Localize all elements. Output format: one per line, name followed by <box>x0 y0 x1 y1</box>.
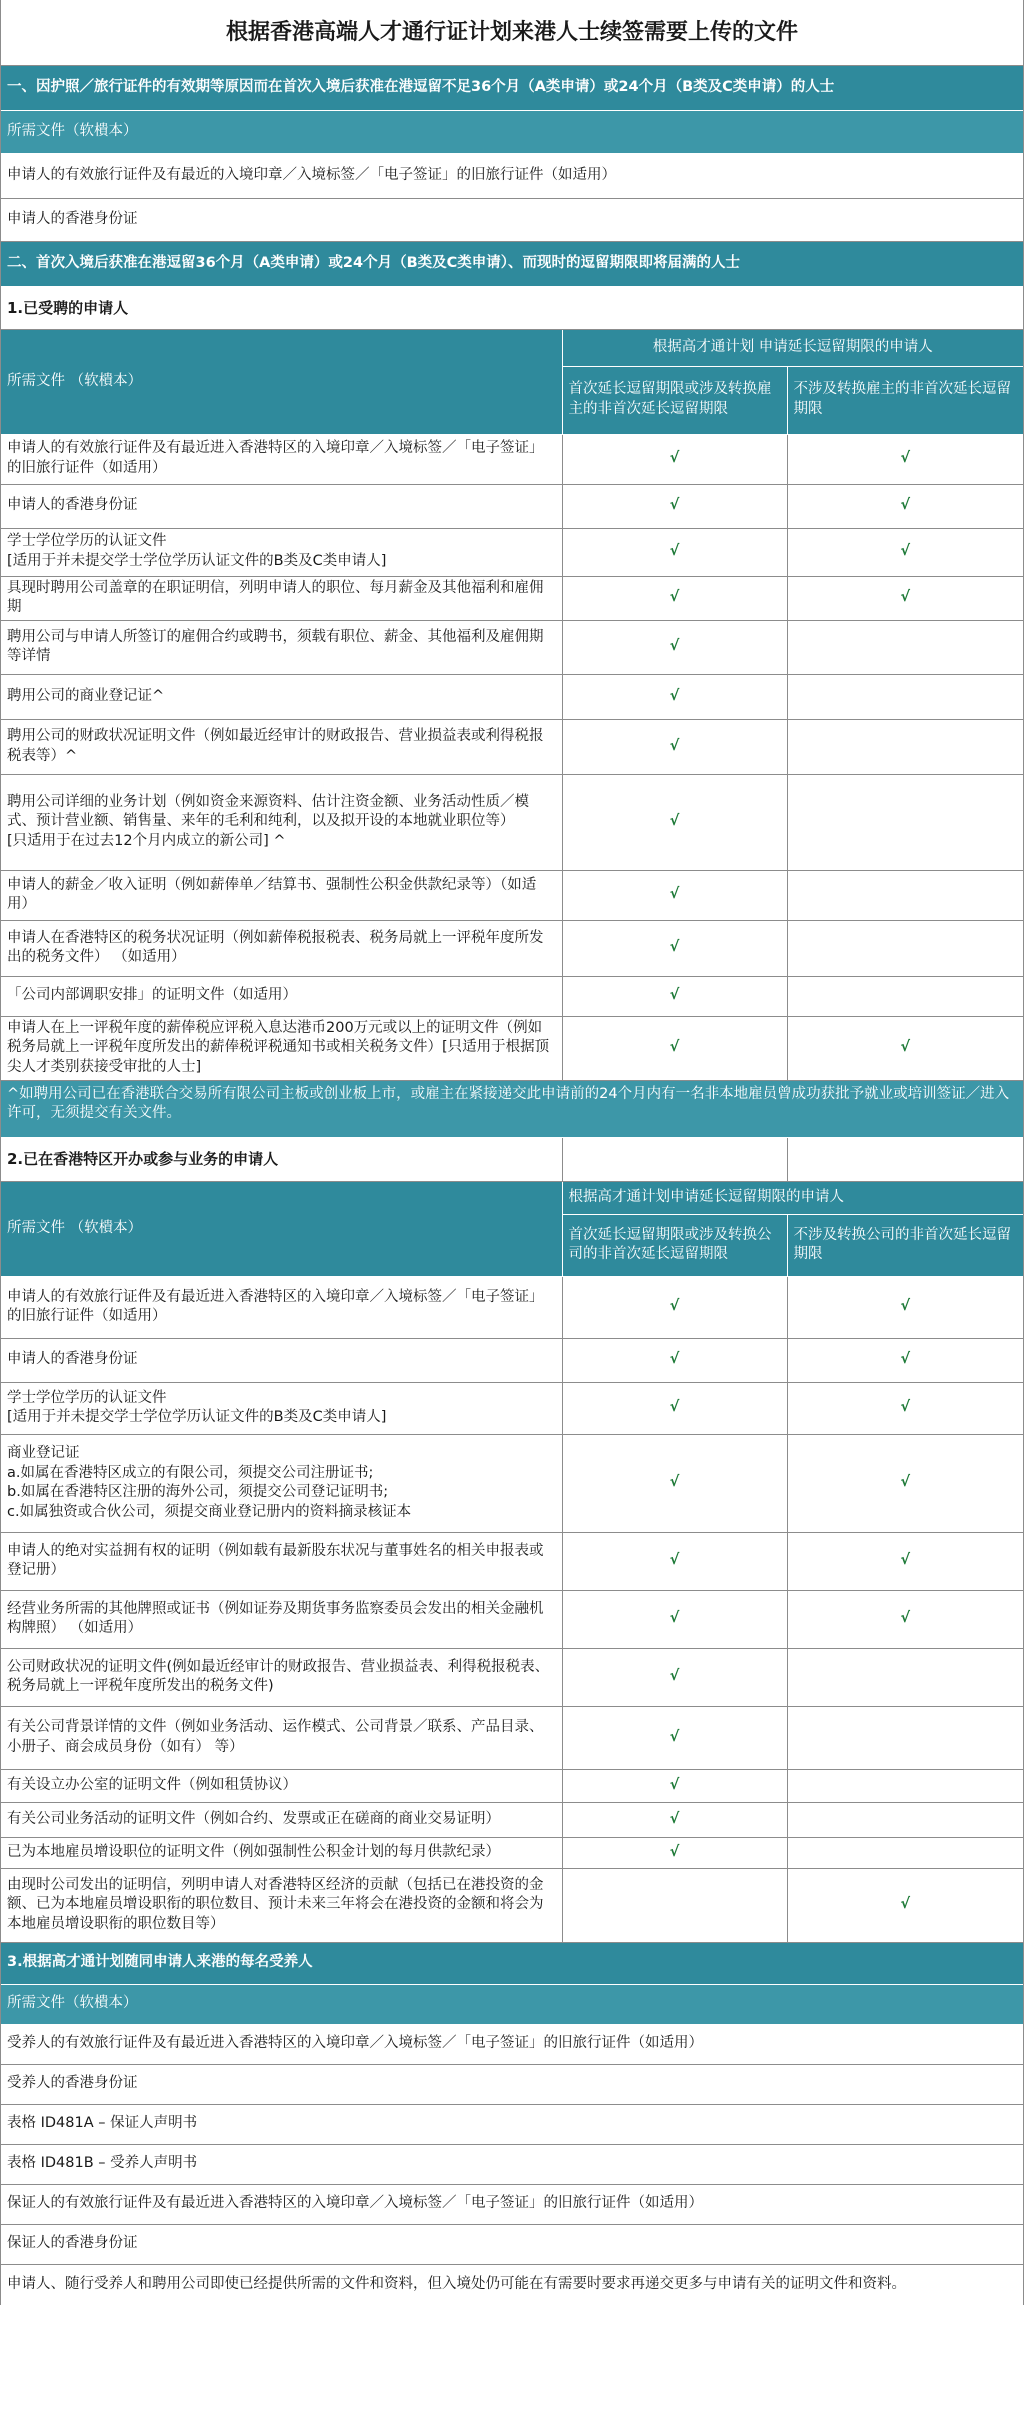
list-item: 表格 ID481A – 保证人声明书 <box>1 2105 1023 2145</box>
doc-cell: 有关设立办公室的证明文件（例如租赁协议） <box>1 1769 562 1802</box>
check-icon: √ <box>669 1474 680 1491</box>
check-cell-a <box>562 774 787 870</box>
check-icon: √ <box>900 1039 911 1056</box>
doc-cell: 申请人的绝对实益拥有权的证明（例如载有最新股东状况与董事姓名的相关申报表或登记册） <box>1 1532 562 1590</box>
table-row <box>1 1338 1023 1382</box>
check-cell-a <box>562 1706 787 1769</box>
table-row <box>1 1802 1023 1837</box>
check-icon: √ <box>900 1351 911 1368</box>
check-icon: √ <box>900 589 911 606</box>
page-title: 根据香港高端人才通行证计划来港人士续签需要上传的文件 <box>1 0 1023 66</box>
doc-cell: 申请人的有效旅行证件及有最近进入香港特区的入境印章／入境标签／「电子签证」的旧旅行证件（如适用） <box>1 434 562 484</box>
section2-heading: 二、首次入境后获准在港逗留36个月（A类申请）或24个月（B类及C类申请）、而现时的逗留期限即将届满的人士 <box>1 242 1023 287</box>
doc-cell: 已为本地雇员增设职位的证明文件（例如强制性公积金计划的每月供款纪录） <box>1 1837 562 1868</box>
part2-docs-header: 所需文件 （软樻本） <box>1 1182 562 1276</box>
list-item: 保证人的有效旅行证件及有最近进入香港特区的入境印章／入境标签／「电子签证」的旧旅行证件（如适用） <box>1 2185 1023 2225</box>
doc-cell: 申请人的薪金／收入证明（例如薪俸单／结算书、强制性公积金供款纪录等）（如适用） <box>1 870 562 920</box>
section1-docs-header: 所需文件（软樻本） <box>1 111 1023 154</box>
table-row <box>1 484 1023 528</box>
check-cell-b <box>787 620 1023 674</box>
check-cell-b <box>787 1382 1023 1434</box>
check-cell-b <box>787 1802 1023 1837</box>
check-cell-b <box>787 1769 1023 1802</box>
check-icon: √ <box>669 1776 680 1793</box>
doc-cell: 具现时聘用公司盖章的在职证明信，列明申请人的职位、每月薪金及其他福利和雇佣期 <box>1 576 562 620</box>
list-item: 保证人的香港身份证 <box>1 2225 1023 2265</box>
check-icon: √ <box>669 450 680 467</box>
check-cell-b <box>787 1868 1023 1942</box>
part2-table <box>1 1182 1023 1943</box>
check-icon: √ <box>669 1843 680 1860</box>
check-icon: √ <box>669 543 680 560</box>
check-icon: √ <box>669 737 680 754</box>
check-icon: √ <box>669 589 680 606</box>
part1-group-header: 根据高才通计划 申请延长逗留期限的申请人 <box>562 330 1023 366</box>
check-icon: √ <box>669 1399 680 1416</box>
check-icon: √ <box>900 1610 911 1627</box>
check-icon: √ <box>669 1351 680 1368</box>
doc-cell: 申请人的香港身份证 <box>1 1338 562 1382</box>
table-row <box>1 719 1023 774</box>
table-row <box>1 1434 1023 1532</box>
check-icon: √ <box>900 450 911 467</box>
part1-col-b-header: 不涉及转换雇主的非首次延长逗留期限 <box>787 366 1023 434</box>
list-item: 表格 ID481B – 受养人声明书 <box>1 2145 1023 2185</box>
check-cell-a <box>562 528 787 576</box>
section1-row: 申请人的有效旅行证件及有最近的入境印章／入境标签／「电子签证」的旧旅行证件（如适用） <box>1 154 1023 199</box>
list-item: 受养人的香港身份证 <box>1 2065 1023 2105</box>
table-row <box>1 1868 1023 1942</box>
doc-cell: 申请人的有效旅行证件及有最近进入香港特区的入境印章／入境标签／「电子签证」的旧旅行证件（如适用） <box>1 1276 562 1338</box>
part3-title: 3.根据高才通计划随同申请人来港的每名受养人 <box>1 1943 1023 1985</box>
check-cell-a <box>562 1016 787 1080</box>
part2-group-header: 根据高才通计划申请延长逗留期限的申请人 <box>562 1182 1023 1214</box>
check-icon: √ <box>669 987 680 1004</box>
check-cell-a <box>562 1434 787 1532</box>
check-cell-b <box>787 1706 1023 1769</box>
check-cell-b <box>787 1532 1023 1590</box>
check-cell-a <box>562 1276 787 1338</box>
table-row <box>1 1016 1023 1080</box>
check-cell-b <box>787 484 1023 528</box>
table-row <box>1 1382 1023 1434</box>
check-cell-b <box>787 976 1023 1016</box>
check-cell-a <box>562 1802 787 1837</box>
check-icon: √ <box>900 1399 911 1416</box>
table-row <box>1 620 1023 674</box>
part2-col-b-header: 不涉及转换公司的非首次延长逗留期限 <box>787 1214 1023 1276</box>
check-cell-b <box>787 1590 1023 1648</box>
part2-title: 2.已在香港特区开办或参与业务的申请人 <box>1 1138 562 1182</box>
doc-cell: 聘用公司的商业登记证^ <box>1 674 562 719</box>
check-cell-a <box>562 1769 787 1802</box>
check-cell-b <box>787 774 1023 870</box>
check-icon: √ <box>669 1810 680 1827</box>
check-icon: √ <box>669 886 680 903</box>
check-cell-b <box>787 1434 1023 1532</box>
check-cell-b <box>787 719 1023 774</box>
doc-cell: 学士学位学历的认证文件 [适用于并未提交学士学位学历认证文件的B类及C类申请人] <box>1 528 562 576</box>
check-cell-a <box>562 1532 787 1590</box>
doc-cell: 有关公司业务活动的证明文件（例如合约、发票或正在磋商的商业交易证明） <box>1 1802 562 1837</box>
check-cell-b <box>787 528 1023 576</box>
check-cell-a <box>562 576 787 620</box>
table-row <box>1 1276 1023 1338</box>
doc-cell: 申请人的香港身份证 <box>1 484 562 528</box>
check-cell-b <box>787 1276 1023 1338</box>
check-cell-a <box>562 1648 787 1706</box>
check-icon: √ <box>900 1552 911 1569</box>
doc-cell: 商业登记证 a.如属在香港特区成立的有限公司，须提交公司注册证书; b.如属在香港特区注册的海外公司，须提交公司登记证明书; c.如属独资或合伙公司，须提交商业登记册内的资料摘录核证本 <box>1 1434 562 1532</box>
doc-cell: 申请人在上一评税年度的薪俸税应评税入息达港币200万元或以上的证明文件（例如税务局就上一评税年度所发出的薪俸税评税通知书或相关税务文件）[只适用于根据顶尖人才类别获接受审批的人士] <box>1 1016 562 1080</box>
check-icon: √ <box>669 939 680 956</box>
doc-cell: 经营业务所需的其他牌照或证书（例如证券及期货事务监察委员会发出的相关金融机构牌照） （如适用） <box>1 1590 562 1648</box>
list-item: 受养人的有效旅行证件及有最近进入香港特区的入境印章／入境标签／「电子签证」的旧旅行证件（如适用） <box>1 2025 1023 2065</box>
check-cell-a <box>562 1837 787 1868</box>
check-icon: √ <box>900 497 911 514</box>
part2-col-a-header: 首次延长逗留期限或涉及转换公司的非首次延长逗留期限 <box>562 1214 787 1276</box>
part3-docs-header: 所需文件（软樻本） <box>1 1985 1023 2025</box>
doc-cell: 聘用公司详细的业务计划（例如资金来源资料、估计注资金额、业务活动性质／模式、预计营业额、销售量、来年的毛利和纯利，以及拟开设的本地就业职位等） [只适用于在过去12个月内成立的新公司] ^ <box>1 774 562 870</box>
table-row <box>1 1706 1023 1769</box>
check-cell-a <box>562 920 787 976</box>
table-row <box>1 976 1023 1016</box>
empty-cell <box>562 1138 787 1182</box>
table-row <box>1 774 1023 870</box>
check-cell-a <box>562 674 787 719</box>
check-icon: √ <box>669 497 680 514</box>
check-cell-a <box>562 620 787 674</box>
doc-cell: 聘用公司与申请人所签订的雇佣合约或聘书，须载有职位、薪金、其他福利及雇佣期等详情 <box>1 620 562 674</box>
check-cell-b <box>787 870 1023 920</box>
part1-col-a-header: 首次延长逗留期限或涉及转换雇主的非首次延长逗留期限 <box>562 366 787 434</box>
check-icon: √ <box>669 1298 680 1315</box>
doc-cell: 申请人在香港特区的税务状况证明（例如薪俸税报税表、税务局就上一评税年度所发出的税务文件） （如适用） <box>1 920 562 976</box>
section1-row: 申请人的香港身份证 <box>1 199 1023 242</box>
check-icon: √ <box>900 1474 911 1491</box>
check-cell-a <box>562 484 787 528</box>
check-icon: √ <box>669 1728 680 1745</box>
part1-table <box>1 330 1023 1081</box>
check-icon: √ <box>669 1039 680 1056</box>
table-row <box>1 528 1023 576</box>
table-row <box>1 576 1023 620</box>
part2-title-table <box>1 1138 1023 1183</box>
check-cell-b <box>787 1016 1023 1080</box>
check-icon: √ <box>900 543 911 560</box>
doc-cell: 学士学位学历的认证文件 [适用于并未提交学士学位学历认证文件的B类及C类申请人] <box>1 1382 562 1434</box>
check-cell-a <box>562 976 787 1016</box>
table-row <box>1 434 1023 484</box>
part1-note: ^如聘用公司已在香港联合交易所有限公司主板或创业板上市，或雇主在紧接递交此申请前的24个月内有一名非本地雇员曾成功获批予就业或培训签证／进入许可，无须提交有关文件。 <box>1 1081 1023 1138</box>
check-cell-a <box>562 1868 787 1942</box>
empty-cell <box>787 1138 1023 1182</box>
doc-cell: 聘用公司的财政状况证明文件（例如最近经审计的财政报告、营业损益表或利得税报税表等）^ <box>1 719 562 774</box>
table-row <box>1 674 1023 719</box>
check-icon: √ <box>669 638 680 655</box>
doc-cell: 有关公司背景详情的文件（例如业务活动、运作模式、公司背景／联系、产品目录、小册子、商会成员身份（如有） 等） <box>1 1706 562 1769</box>
check-icon: √ <box>669 1610 680 1627</box>
check-cell-a <box>562 1338 787 1382</box>
check-icon: √ <box>900 1298 911 1315</box>
check-cell-a <box>562 1590 787 1648</box>
check-cell-b <box>787 1837 1023 1868</box>
section1-heading: 一、因护照／旅行证件的有效期等原因而在首次入境后获准在港逗留不足36个月（A类申请）或24个月（B类及C类申请）的人士 <box>1 66 1023 111</box>
check-cell-a <box>562 719 787 774</box>
check-icon: √ <box>669 687 680 704</box>
check-cell-b <box>787 576 1023 620</box>
footnote: 申请人、随行受养人和聘用公司即使已经提供所需的文件和资料，但入境处仍可能在有需要时要求再递交更多与申请有关的证明文件和资料。 <box>7 2275 906 2292</box>
doc-cell: 由现时公司发出的证明信，列明申请人对香港特区经济的贡献（包括已在港投资的金额、已为本地雇员增设职衔的职位数目、预计未来三年将会在港投资的金额和将会为本地雇员增设职衔的职位数目等） <box>1 1868 562 1942</box>
table-row <box>1 1532 1023 1590</box>
table-row <box>1 1648 1023 1706</box>
check-icon: √ <box>900 1896 911 1913</box>
check-icon: √ <box>669 1552 680 1569</box>
check-cell-a <box>562 870 787 920</box>
check-cell-a <box>562 434 787 484</box>
check-cell-b <box>787 1648 1023 1706</box>
check-cell-b <box>787 434 1023 484</box>
part1-docs-header: 所需文件 （软樻本） <box>1 330 562 434</box>
table-row <box>1 1837 1023 1868</box>
part3-rows <box>1 2025 1023 2265</box>
check-cell-b <box>787 1338 1023 1382</box>
part1-title: 1.已受聘的申请人 <box>1 287 1023 330</box>
check-cell-b <box>787 920 1023 976</box>
check-icon: √ <box>669 813 680 830</box>
table-row <box>1 1590 1023 1648</box>
table-row <box>1 1769 1023 1802</box>
doc-cell: 公司财政状况的证明文件(例如最近经审计的财政报告、营业损益表、利得税报税表、税务局就上一评税年度所发出的税务文件) <box>1 1648 562 1706</box>
check-cell-b <box>787 674 1023 719</box>
check-icon: √ <box>669 1668 680 1685</box>
table-row <box>1 920 1023 976</box>
table-row <box>1 870 1023 920</box>
check-cell-a <box>562 1382 787 1434</box>
doc-cell: 「公司内部调职安排」的证明文件（如适用） <box>1 976 562 1016</box>
